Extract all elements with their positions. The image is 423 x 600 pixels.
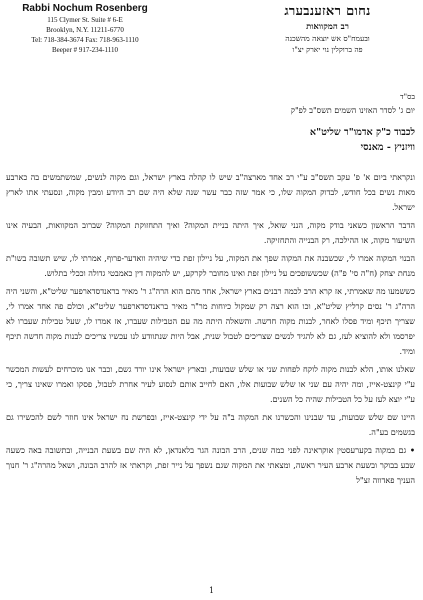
body-paragraph: הדבר הראשון כשאני בודק מקוה, הנני שואל, איך היתה בניית המקוה? ואיך התחזוקת המקוה? שברוב המקוואות, הבעיה אינו השיעור מקוה, או ההילכה, רק הבנייה והתחזיקה. xyxy=(6,220,415,245)
rabbi-name-english: Rabbi Nochum Rosenberg xyxy=(22,3,148,14)
date-line: יום ג' לסדר האזינו השמים תשס"ב לפ"ק xyxy=(290,106,415,115)
page-number: 1 xyxy=(208,586,215,595)
letterhead-hebrew xyxy=(240,2,415,55)
addressee-line-1: לכבוד כ"ק אדמו"ר שליט"א xyxy=(309,127,415,138)
rabbi-title-hebrew: רב המקוואות xyxy=(306,22,349,32)
addressee-line-2: וויזניץ - מאנסי xyxy=(360,142,415,153)
body-paragraph: היינו שם שלש שבועות, עד שבנינו והכשרנו את המקוה ב"ה על ידי קינצט-אייז, ובפרשת נח ישראל אינו חוזר לשם להכשירו גם בגשמים בע"ה. xyxy=(6,412,415,437)
bsd-mark: בס"ד xyxy=(400,92,415,101)
hebrew-line-2: ובעמח"ס אש יוצאה מהשכנה xyxy=(285,34,370,43)
address-line-2: Brooklyn, N.Y. 11211-6770 xyxy=(46,26,124,34)
body-paragraph: • גם במקוה בקערעסטין אוקראינה לפני כמה שנים, הרב הבונה הגר בלאנדאן, לא היה שם בשעת הבנייה, ובתשובה באה כשעה שבע בבוקר ובשעת ארבע העיר ראשה, ומצאתי את המקוה שגם נשפך על נייר זפת, וקראתי אז להרב הבונה, ושאל מהרה"ג ר' חנוך העניך פאדווה זצ"ל xyxy=(6,443,415,488)
phone-fax-line: Tel: 718-384-3674 Fax: 718-963-1110 xyxy=(31,36,139,44)
body-paragraph: שאלנו אותו, הלא לבנות מקוה לוקח לפחות שני או שלש שבועות, ובארץ ישראל אינו יורד גשם, וכבר אנו מוכרחים לעשות המכשר ע"י קינצט-אייז, ומה יהיה עם שני או שלש שבועות אלו, האם לחייב אותם לנסוע לעיר אחרת לטבול, פסקו ואמרו שאינו צריך, כי ע"י יוצא לעז על כל הטבילות שהיה כל השנים. xyxy=(6,364,415,404)
address-block xyxy=(310,125,415,155)
letterhead-english xyxy=(10,2,160,55)
body-paragraph: כששמעו מה שאמרתי, אז קרא הרב לכמה רבנים בארץ ישראל, אחד מהם הוא הרה"ג ר' מאיר בראנדסדארפער שליט"א, והשני היה הרה"ג ר' נסים קרליץ שליט"א, וכו הוא רצה רק שמקול כיוחות מר"ר מאיר בראנדסדארפער שליט"א, וכולם פה אחד אמרו לי, שצריך תיכף ומיד פסלו לאחר, לבנות מקוה חדשה. והשאלה היתה מה עם הטבילות שעברו, אז אמרו לו, שעל טבילות שעברו לא יפרסמו ולא להוציא לעז, גם לא להגיד לנשים שצריכים לטבול שנית, אבל היות שנתוודע לנו עכשיו צריכים לבנות מקוה חדשה תיכף ומיד. xyxy=(6,286,415,356)
body-paragraph: הבנוי המקוה אמרו לי, שכשבנה את המקוה שפך את המקוה, על ניילון זפת כדי שיהיה וואדער-פרוף, אמרתי לו, שיש תשובה בשו"ת מנחת יצחק (ח"ה סי' פ"ה) שכששופכים על ניילון זפת ואינו מחובר לקרקע, יש להמקוה דין כאמבטי גדולה וככלי בתלוש. xyxy=(6,253,415,278)
body-paragraph: ונקראתי ביום א' פ' עקב תשס"ב ע"י רב אחד מארצה"ב שיש לו קהלה בארץ ישראל, וגם מקוה לנשים, שמשתמשים בה כארבע מאות נשים בכל חודש, לבדוק המקוה שלו, כי אמר שזה כבר עשר שנה שלא היה שם רב היודע ומבין מקוה, ונסעתי אתו לארץ ישראל. xyxy=(6,172,415,212)
rabbi-name-hebrew: נחום ראזענבערג xyxy=(284,4,371,19)
beeper-line: Beeper # 917-234-1110 xyxy=(52,46,118,54)
address-line-1: 115 Clymer St. Suite # 6-E xyxy=(47,16,123,24)
letter-body xyxy=(6,170,415,491)
hebrew-line-3: פה ברוקלין נוי יארק יצ"ו xyxy=(292,45,363,54)
